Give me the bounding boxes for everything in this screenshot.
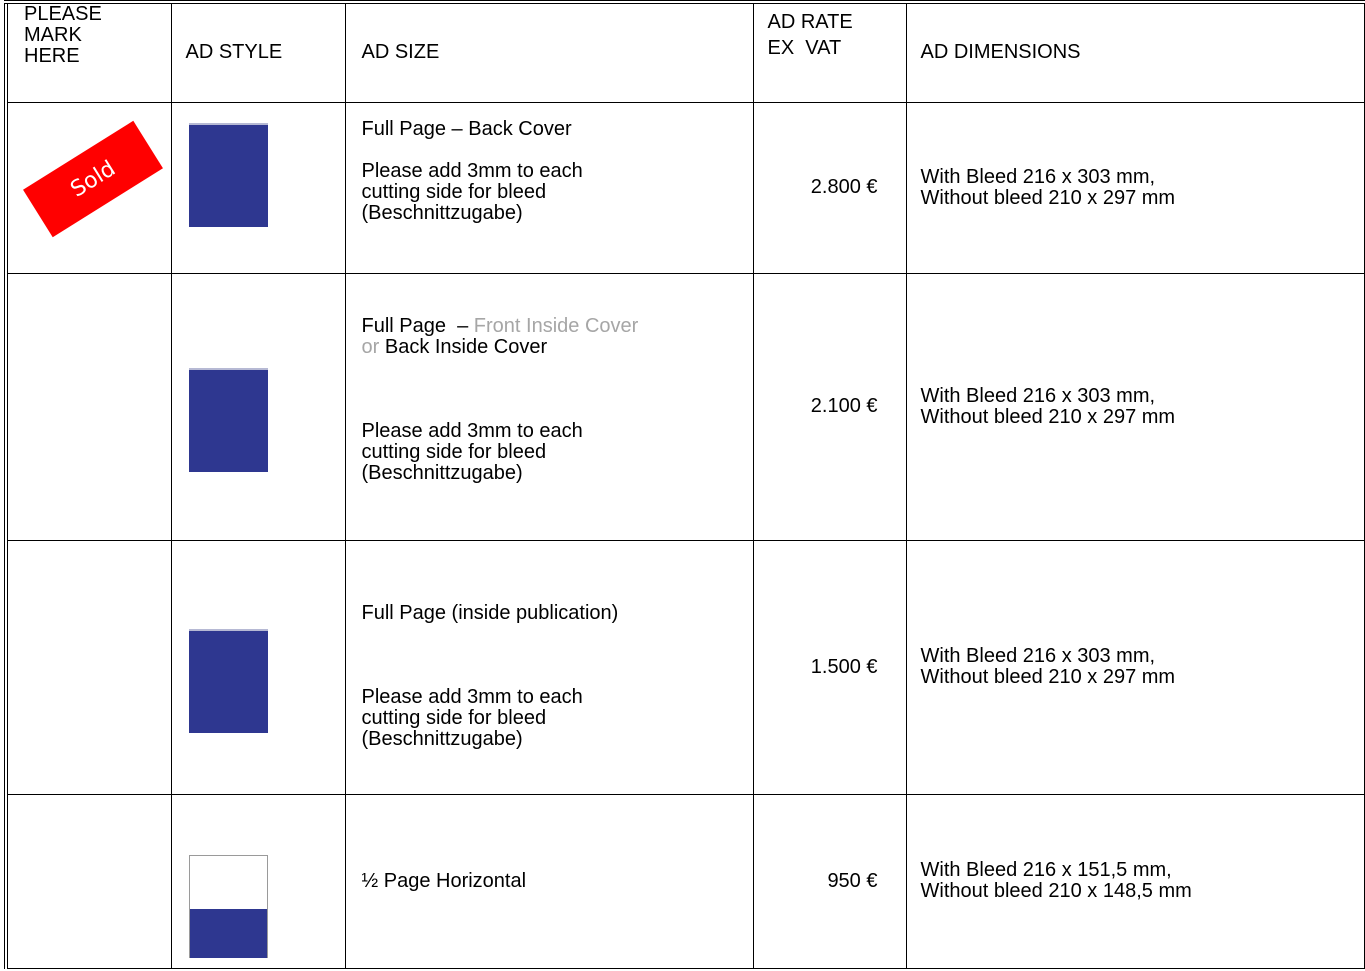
header-ad-rate xyxy=(753,2,906,102)
mark-cell[interactable] xyxy=(6,794,171,968)
header-mark-line-1: PLEASE xyxy=(24,3,102,25)
size-note-line: (Beschnittzugabe) xyxy=(361,461,523,484)
ad-rate-cell: 950 € xyxy=(753,794,906,968)
dims-line: With Bleed 216 x 303 mm, xyxy=(920,645,1156,667)
ad-size-cell xyxy=(345,794,753,968)
size-note-line: (Beschnittzugabe) xyxy=(361,201,523,224)
header-ad-size: AD SIZE xyxy=(345,2,753,102)
header-please-mark-here xyxy=(6,2,171,102)
half-page-fill xyxy=(190,909,267,958)
header-row xyxy=(6,2,1365,102)
mark-cell[interactable] xyxy=(6,102,171,273)
ad-dimensions-cell xyxy=(906,102,1365,273)
ad-style-cell xyxy=(171,102,345,273)
size-note-line: Please add 3mm to each xyxy=(361,159,583,182)
size-title: Full Page – Back Cover xyxy=(361,117,572,140)
mark-cell[interactable] xyxy=(6,540,171,794)
size-title-front-inside: Front Inside Cover xyxy=(473,314,639,337)
size-title-part: Full Page – xyxy=(361,314,474,337)
header-rate-line-2: EX VAT xyxy=(767,37,842,59)
ad-size-cell xyxy=(345,273,753,540)
dims-line: With Bleed 216 x 303 mm, xyxy=(920,165,1156,188)
size-title xyxy=(362,316,753,358)
full-page-ad-icon xyxy=(189,123,268,227)
ad-size-cell xyxy=(345,102,753,273)
header-ad-style: AD STYLE xyxy=(171,2,345,102)
size-note-line: cutting side for bleed xyxy=(361,180,547,203)
ad-style-cell xyxy=(171,273,345,540)
table-row xyxy=(6,273,1365,540)
dims-line: Without bleed 210 x 148,5 mm xyxy=(920,880,1192,902)
ad-size-cell xyxy=(345,540,753,794)
size-title-or: or xyxy=(361,335,380,358)
ad-rate-cell: 1.500 € xyxy=(753,540,906,794)
ad-dimensions-cell xyxy=(906,540,1365,794)
sold-badge-label: Sold xyxy=(66,155,120,202)
ad-rate-cell: 2.800 € xyxy=(753,102,906,273)
full-page-ad-icon xyxy=(189,629,268,733)
header-mark-line-2: MARK xyxy=(24,24,82,46)
size-note-line: cutting side for bleed xyxy=(361,706,547,729)
dims-line: With Bleed 216 x 303 mm, xyxy=(920,384,1156,407)
table-row xyxy=(6,794,1365,968)
size-note-line: cutting side for bleed xyxy=(361,440,547,463)
full-page-ad-icon xyxy=(189,368,268,472)
header-rate-line-1: AD RATE xyxy=(767,11,853,33)
ad-rate-cell: 2.100 € xyxy=(753,273,906,540)
ad-rates-table xyxy=(4,0,1365,969)
ad-style-cell xyxy=(171,794,345,968)
dims-line: Without bleed 210 x 297 mm xyxy=(920,666,1176,688)
dims-line: Without bleed 210 x 297 mm xyxy=(920,186,1176,209)
ad-dimensions-cell xyxy=(906,273,1365,540)
dims-line: With Bleed 216 x 151,5 mm, xyxy=(920,859,1172,881)
size-note-line: Please add 3mm to each xyxy=(361,685,583,708)
mark-cell[interactable] xyxy=(6,273,171,540)
size-title: ½ Page Horizontal xyxy=(361,869,527,892)
size-title-back-inside: Back Inside Cover xyxy=(379,335,548,358)
header-mark-line-3: HERE xyxy=(24,45,80,67)
half-page-horizontal-ad-icon xyxy=(189,855,268,958)
size-note-line: (Beschnittzugabe) xyxy=(361,727,523,750)
table-row xyxy=(6,102,1365,273)
header-ad-dimensions: AD DIMENSIONS xyxy=(906,2,1365,102)
ad-style-cell xyxy=(171,540,345,794)
table-row xyxy=(6,540,1365,794)
ad-dimensions-cell xyxy=(906,794,1365,968)
size-title: Full Page (inside publication) xyxy=(361,601,619,624)
dims-line: Without bleed 210 x 297 mm xyxy=(920,405,1176,428)
size-note-line: Please add 3mm to each xyxy=(361,419,583,442)
sold-badge xyxy=(23,120,163,236)
